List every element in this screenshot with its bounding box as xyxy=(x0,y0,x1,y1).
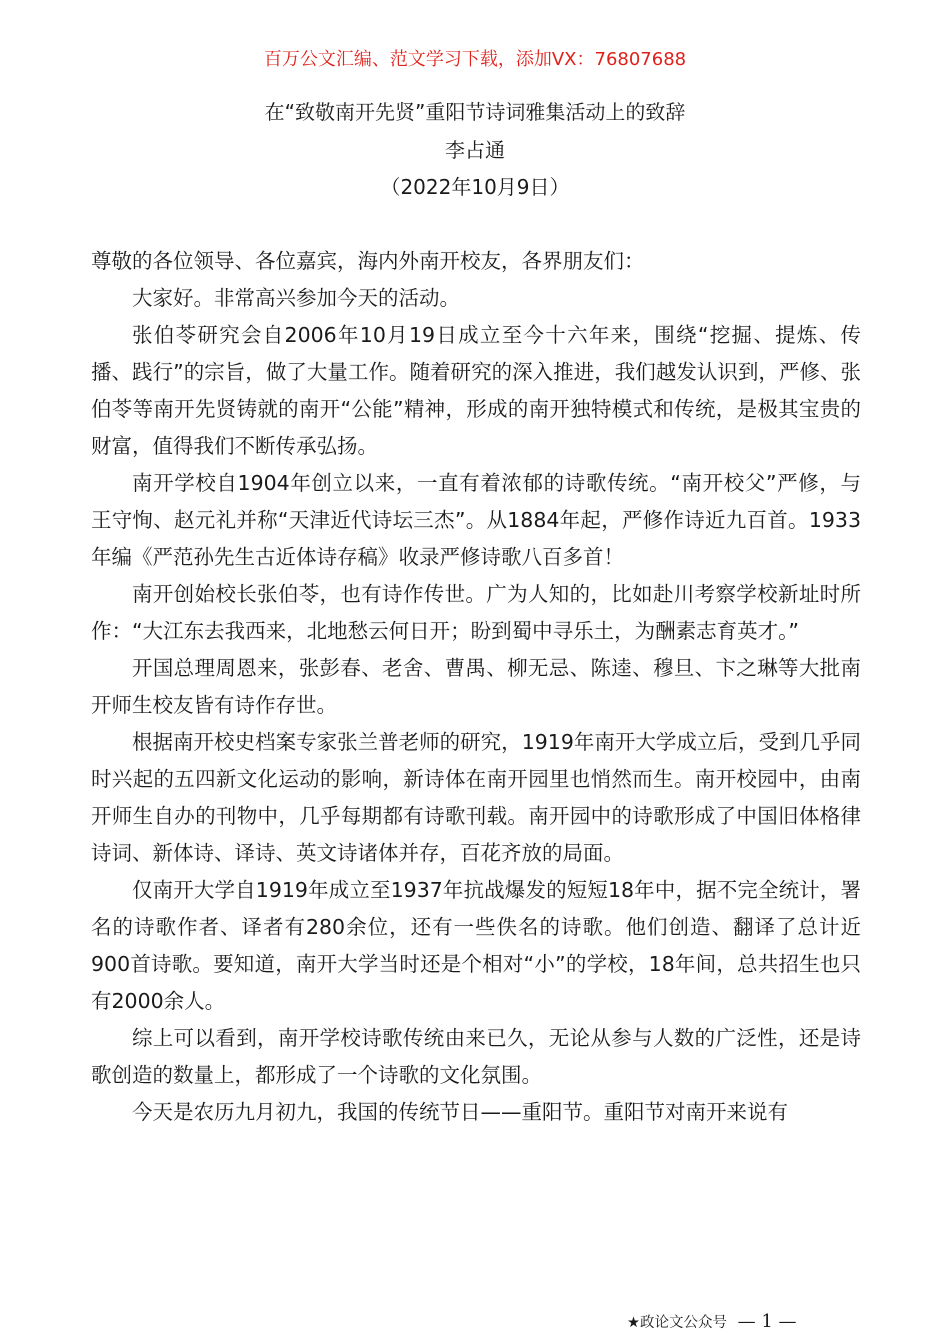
paragraph: 南开创始校长张伯苓，也有诗作传世。广为人知的，比如赴川考察学校新址时所作：“大江东去我西来，北地愁云何日开；盼到蜀中寻乐土，为酬素志育英才。” xyxy=(91,582,861,643)
paragraph: 今天是农历九月初九，我国的传统节日——重阳节。重阳节对南开来说有 xyxy=(132,1100,788,1124)
salutation: 尊敬的各位领导、各位嘉宾，海内外南开校友，各界朋友们： xyxy=(91,249,645,273)
paragraph: 张伯苓研究会自2006年10月19日成立至今十六年来，围绕“挖掘、提炼、传播、践行”的宗旨，做了大量工作。随着研究的深入推进，我们越发认识到，严修、张伯苓等南开先贤铸就的南开“公能”精神，形成的南开独特模式和传统，是极其宝贵的财富，值得我们不断传承弘扬。 xyxy=(91,323,861,458)
paragraph: 仅南开大学自1919年成立至1937年抗战爆发的短短18年中，据不完全统计，署名的诗歌作者、译者有280余位，还有一些佚名的诗歌。他们创造、翻译了总计近900首诗歌。要知道，南开大学当时还是个相对“小”的学校，18年间，总共招生也只有2000余人。 xyxy=(91,878,861,1013)
page-footer xyxy=(627,1310,797,1335)
paragraph: 综上可以看到，南开学校诗歌传统由来已久，无论从参与人数的广泛性，还是诗歌创造的数量上，都形成了一个诗歌的文化氛围。 xyxy=(91,1026,861,1087)
document-body xyxy=(91,243,861,1131)
paragraph: 根据南开校史档案专家张兰普老师的研究，1919年南开大学成立后，受到几乎同时兴起的五四新文化运动的影响，新诗体在南开园里也悄然而生。南开校园中，由南开师生自办的刊物中，几乎每期都有诗歌刊载。南开园中的诗歌形成了中国旧体格律诗词、新体诗、译诗、英文诗诸体并存，百花齐放的局面。 xyxy=(91,730,861,865)
document-date: （2022年10月9日） xyxy=(380,175,570,199)
document-title: 在“致敬南开先贤”重阳节诗词雅集活动上的致辞 xyxy=(264,100,686,124)
promo-banner: 百万公文汇编、范文学习下载，添加VX：76807688 xyxy=(263,49,687,70)
paragraph: 南开学校自1904年创立以来，一直有着浓郁的诗歌传统。“南开校父”严修，与王守恂、赵元礼并称“天津近代诗坛三杰”。从1884年起，严修作诗近九百首。1933年编《严范孙先生古近体诗存稿》收录严修诗歌八百多首！ xyxy=(91,471,861,569)
footer-source: ★政论文公众号 xyxy=(627,1315,727,1331)
paragraph: 开国总理周恩来，张彭春、老舍、曹禺、柳无忌、陈逵、穆旦、卞之琳等大批南开师生校友皆有诗作存世。 xyxy=(91,656,861,717)
page-number: — 1 — xyxy=(737,1311,797,1332)
paragraph: 大家好。非常高兴参加今天的活动。 xyxy=(132,286,460,310)
document-author: 李占通 xyxy=(445,138,505,162)
